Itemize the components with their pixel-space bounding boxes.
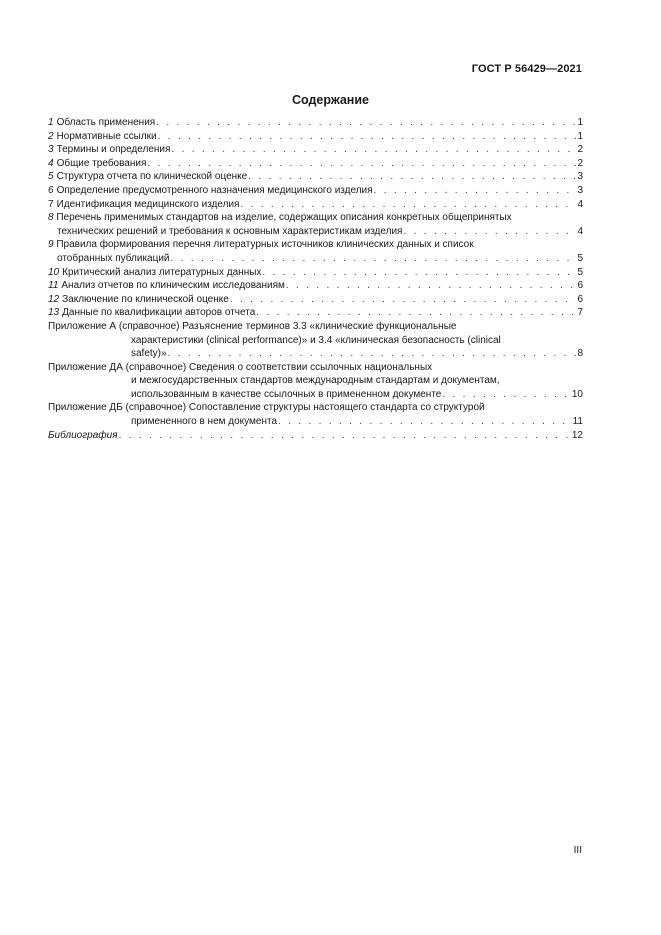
toc-page: 4 <box>577 225 583 237</box>
toc-entry-12[interactable]: 12 Заключение по клинической оценке . . . 6 <box>48 293 583 307</box>
toc-entry-6[interactable]: 6 Определение предусмотренного назначения медицинского изделия . . . 3 <box>48 184 583 198</box>
toc-page: 3 <box>577 184 583 196</box>
toc-entry-5[interactable]: 5 Структура отчета по клинической оценке . . . 3 <box>48 170 583 184</box>
toc-entry-3[interactable]: 3 Термины и определения . . . 2 <box>48 143 583 157</box>
table-of-contents <box>48 116 583 442</box>
toc-entry-9[interactable]: 9 Правила формирования перечня литературных источников клинических данных и список отобранных публикаций . . . 5 <box>48 238 583 265</box>
toc-entry-1[interactable]: 1 Область применения . . . 1 <box>48 116 583 130</box>
toc-entry-2[interactable]: 2 Нормативные ссылки . . . 1 <box>48 130 583 144</box>
toc-page: 8 <box>577 348 583 360</box>
toc-page: 2 <box>577 157 583 169</box>
toc-page: 5 <box>577 266 583 278</box>
page-title: Содержание <box>291 93 369 107</box>
toc-entry-13[interactable]: 13 Данные по квалификации авторов отчета . . . 7 <box>48 306 583 320</box>
toc-entry-appendix-a[interactable]: Приложение А (справочное) Разъяснение терминов 3.3 «клинические функциональные характеристики (clinical performance)» и 3.4 «клиническая безопасность (clinical safety)» . . . 8 <box>48 320 583 361</box>
toc-page: 6 <box>577 280 583 292</box>
page-number: III <box>573 845 582 856</box>
toc-page: 1 <box>577 117 583 128</box>
toc-page: 4 <box>577 198 583 210</box>
toc-page: 6 <box>577 293 583 305</box>
toc-page: 5 <box>577 252 583 264</box>
toc-page: 11 <box>572 416 583 428</box>
toc-page: 12 <box>571 429 583 441</box>
toc-page: 2 <box>577 144 583 156</box>
toc-page: 1 <box>577 130 583 142</box>
toc-entry-8[interactable]: 8 Перечень применимых стандартов на изделие, содержащих описания конкретных общепринятых технических решений и требования к основным характеристикам изделия . . . 4 <box>48 211 583 238</box>
toc-entry-11[interactable]: 11 Анализ отчетов по клиническим исследованиям . . . 6 <box>48 279 583 293</box>
toc-page: 7 <box>577 307 583 319</box>
toc-entry-4[interactable]: 4 Общие требования . . . 2 <box>48 157 583 171</box>
toc-page: 3 <box>577 171 583 183</box>
toc-entry-appendix-db[interactable]: Приложение ДБ (справочное) Сопоставление структуры настоящего стандарта со структурой примененного в нем документа . . . 11 <box>48 401 583 428</box>
toc-entry-appendix-da[interactable]: Приложение ДА (справочное) Сведения о соответствии ссылочных национальных и межгосударственных стандартов международным стандартам и документам, использованным в качестве ссылочных в примененном документе . . . 10 <box>48 361 583 402</box>
toc-entry-10[interactable]: 10 Критический анализ литературных данных . . . 5 <box>48 266 583 280</box>
toc-entry-bibliography[interactable]: Библиография . . . 12 <box>48 429 583 443</box>
toc-page: 10 <box>571 388 583 400</box>
toc-entry-7[interactable]: 7 Идентификация медицинского изделия . . . 4 <box>48 198 583 212</box>
document-header: ГОСТ Р 56429—2021 <box>471 63 582 75</box>
